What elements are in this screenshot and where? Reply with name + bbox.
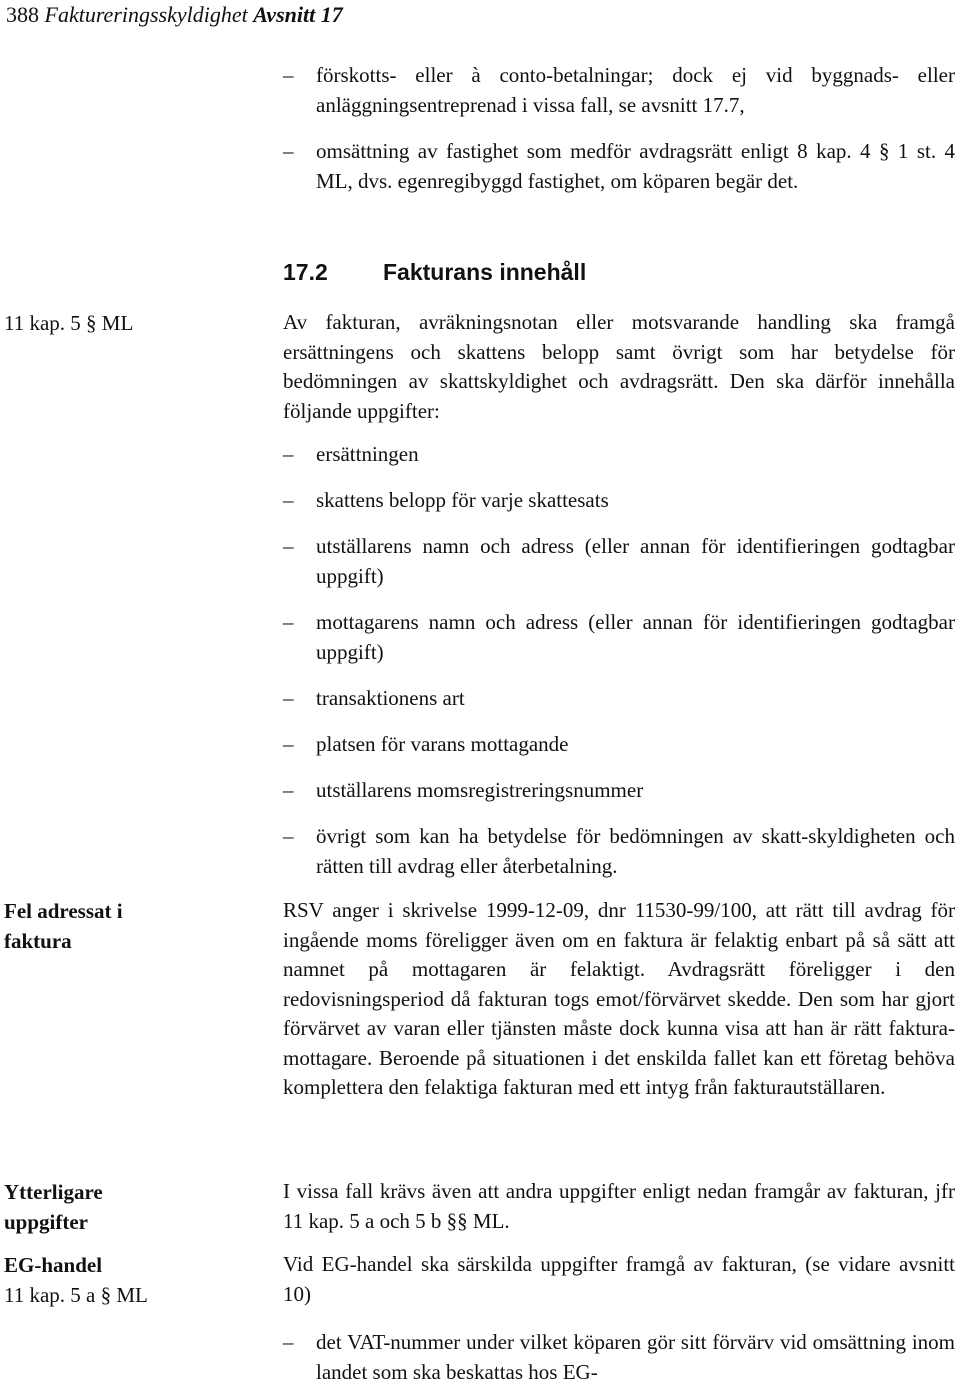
list-item (283, 486, 955, 516)
header-title: Faktureringsskyldighet (44, 2, 248, 27)
page-number: 388 (6, 2, 39, 27)
margin-note-line: Fel adressat i (4, 899, 123, 923)
list-item (283, 440, 955, 470)
section-number: 17.2 (283, 259, 328, 285)
dash-marker: – (283, 778, 294, 802)
dash-marker: – (283, 534, 294, 558)
list-item-text: utställarens momsregistreringsnummer (316, 778, 644, 802)
dash-marker: – (283, 139, 294, 163)
header-section: Avsnitt 17 (253, 2, 343, 27)
dash-marker: – (283, 63, 294, 87)
margin-note-line: uppgifter (4, 1210, 88, 1234)
margin-note-line: faktura (4, 929, 72, 953)
list-item-text: ersättningen (316, 442, 419, 466)
list-item (283, 137, 955, 196)
list-item (283, 776, 955, 806)
margin-note-eg-trade: EG-handel (4, 1253, 103, 1277)
dash-marker: – (283, 824, 294, 848)
list-item (283, 1328, 955, 1387)
list-item (283, 730, 955, 760)
dash-marker: – (283, 488, 294, 512)
eg-trade-paragraph: Vid EG-handel ska särskilda uppgifter framgå av fakturan, (se vidare avsnitt 10) (283, 1252, 955, 1306)
list-item (283, 684, 955, 714)
list-item-text: utställarens namn och adress (eller annan för identifieringen godtagbar uppgift) (316, 534, 955, 588)
margin-note-additional-info (4, 1177, 204, 1237)
list-item-text: omsättning av fastighet som medför avdragsrätt enligt 8 kap. 4 § 1 st. 4 ML, dvs. egenregibyggd fastighet, om köparen begär det. (316, 139, 955, 193)
list-item-text: övrigt som kan ha betydelse för bedömningen av skatt-skyldigheten och rätten till avdrag eller återbetalning. (316, 824, 955, 878)
list-item-text: transaktionens art (316, 686, 465, 710)
section-heading (283, 257, 586, 287)
list-item-text: det VAT-nummer under vilket köparen gör sitt förvärv vid omsättning inom landet som ska beskattas hos EG- (316, 1330, 955, 1384)
dash-marker: – (283, 686, 294, 710)
intro-paragraph: Av fakturan, avräkningsnotan eller motsvarande handling ska framgå ersättningens och skattens belopp samt övrigt som har betydelse för bedömningen av skattskyldighet och avdragsrätt. Den ska därför innehålla följande uppgifter: (283, 310, 955, 423)
dash-marker: – (283, 1330, 294, 1354)
list-item-text: skattens belopp för varje skattesats (316, 488, 609, 512)
margin-reference: 11 kap. 5 § ML (4, 311, 134, 335)
dash-marker: – (283, 442, 294, 466)
page-header (6, 0, 343, 30)
margin-note-wrong-addressee (4, 896, 204, 956)
list-item (283, 822, 955, 881)
dash-marker: – (283, 732, 294, 756)
margin-note-line: Ytterligare (4, 1180, 103, 1204)
list-item (283, 608, 955, 667)
margin-reference: 11 kap. 5 a § ML (4, 1283, 148, 1307)
list-item (283, 61, 955, 120)
section-title: Fakturans innehåll (383, 259, 587, 285)
list-item-text: platsen för varans mottagande (316, 732, 569, 756)
list-item-text: mottagarens namn och adress (eller annan för identifieringen godtagbar uppgift) (316, 610, 955, 664)
additional-info-paragraph: I vissa fall krävs även att andra uppgifter enligt nedan framgår av fakturan, jfr 11 kap. 5 a och 5 b §§ ML. (283, 1179, 955, 1233)
rsv-paragraph: RSV anger i skrivelse 1999-12-09, dnr 11530-99/100, att rätt till avdrag för ingående moms föreligger även om en faktura är felaktig enbart på så sätt att namnet på mottagaren är felaktigt. Avdragsrätt föreligger i den redovisningsperiod då fakturan togs emot/förvärvet skedde. Den som har gjort förvärvet av varan eller tjänsten måste dock kunna visa att han är rätt faktura-mottagare. Beroende på situationen i det enskilda fallet kan ett företag behöva komplettera den felaktiga fakturan med ett intyg från fakturautställaren. (283, 898, 955, 1099)
list-item (283, 532, 955, 591)
dash-marker: – (283, 610, 294, 634)
list-item-text: förskotts- eller à conto-betalningar; dock ej vid byggnads- eller anläggningsentreprenad i vissa fall, se avsnitt 17.7, (316, 63, 955, 117)
